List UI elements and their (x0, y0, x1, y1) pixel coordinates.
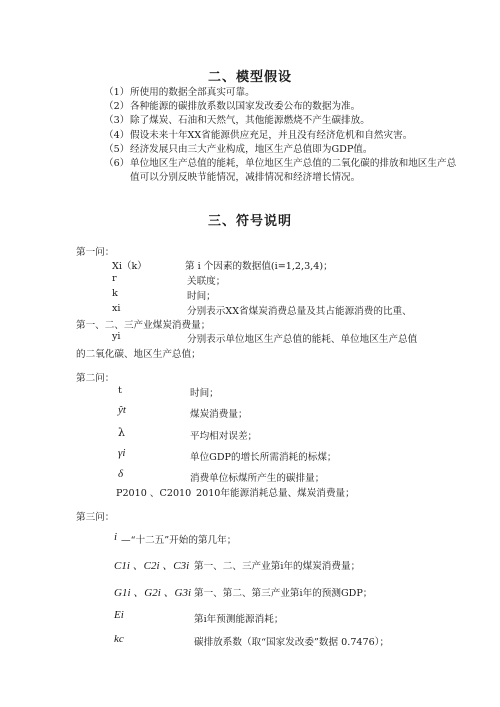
symbol-description: 碳排放系数（取“国家发改委”数据 0.7476）； (194, 637, 390, 648)
symbol-description: 时间； (187, 291, 216, 302)
symbol-description: 消费单位标煤所产生的碳排量； (190, 473, 325, 484)
assumption-text: 经济发展只由三大产业构成，地区生产总值即为GDP值。 (130, 143, 373, 155)
symbol-description: 第一、第二、第三产业第i年的预测GDP； (194, 588, 373, 599)
symbol: ŷt (118, 404, 126, 416)
assumption-text: 假设未来十年XX省能源供应充足，并且没有经济危机和自然灾害。 (130, 129, 413, 141)
assumption-text: 单位地区生产总值的能耗，单位地区生产总值的二氧化碳的排放和地区生产总值可以分别反映节能情况，减排情况和经济增长情况。 (130, 158, 457, 184)
assumption-number: （2） (104, 101, 130, 113)
assumption-list (104, 86, 464, 185)
symbol-description: 分别表示单位地区生产总值的能耗、单位地区生产总值 (187, 334, 418, 345)
assumption-number: （4） (104, 129, 130, 141)
symbol-description: 2010年能源消耗总量、煤炭消费量； (196, 488, 355, 499)
symbol: Ei (114, 609, 124, 621)
assumption-item (104, 86, 464, 100)
symbol: λ (118, 426, 125, 439)
assumption-number: （6） (104, 158, 130, 170)
assumption-number: （3） (104, 115, 130, 127)
symbol: xi (112, 303, 121, 314)
section-title-assumptions: 二、模型假设 (207, 70, 292, 85)
symbol-description: 时间； (190, 388, 219, 399)
section-title-symbols: 三、符号说明 (207, 214, 292, 229)
symbol-description-continued: 第一、二、三产业煤炭消费量； (76, 320, 211, 331)
symbol-description: 第 i 个因素的数据值(i=1,2,3,4)； (185, 261, 333, 272)
symbol-description: 单位GDP的增长所需消耗的标煤； (190, 452, 337, 463)
question-1-label: 第一问： (76, 247, 115, 258)
question-2-label: 第二问： (76, 373, 115, 384)
symbol: δ (118, 468, 124, 480)
symbol: γi (118, 447, 126, 459)
symbol: yi (112, 331, 121, 342)
assumption-text: 除了煤炭、石油和天然气，其他能源燃烧不产生碳排放。 (130, 115, 370, 127)
symbol-description: 关联度； (187, 276, 226, 287)
symbol-description: 第一、二、三产业第i年的煤炭消费量； (194, 561, 361, 572)
assumption-item (104, 129, 464, 143)
symbol-description: 第i年预测能源消耗； (194, 614, 284, 625)
symbol: C1i 、C2i 、C3i (114, 560, 190, 572)
symbol-description: 平均相对误差； (190, 431, 258, 442)
assumption-item (104, 143, 464, 157)
assumption-item (104, 157, 464, 185)
symbol-description: 分别表示XX省煤炭消费总量及其占能源消费的比重、 (187, 306, 412, 317)
assumption-text: 所使用的数据全部真实可靠。 (130, 87, 255, 98)
symbol-description-continued: 的二氧化碳、地区生产总值； (76, 349, 201, 360)
symbol: G1i 、G2i 、G3i (114, 587, 191, 599)
assumption-number: （1） (104, 87, 130, 98)
symbol: r (112, 273, 117, 284)
question-3-label: 第三问： (76, 512, 115, 523)
symbol: kc (114, 633, 124, 645)
symbol: i (114, 531, 118, 543)
symbol: Xi（k） (112, 261, 147, 272)
assumption-item (104, 114, 464, 128)
symbol-description: —“十二五”开始的第几年； (121, 535, 237, 546)
assumption-number: （5） (104, 143, 130, 155)
symbol-description: 煤炭消费量； (190, 409, 248, 420)
symbol: k (112, 288, 118, 299)
symbol: t (118, 385, 122, 396)
assumption-text: 各种能源的碳排放系数以国家发改委公布的数据为准。 (130, 101, 361, 113)
assumption-item (104, 100, 464, 114)
symbol: P2010 、C2010 (116, 488, 192, 499)
